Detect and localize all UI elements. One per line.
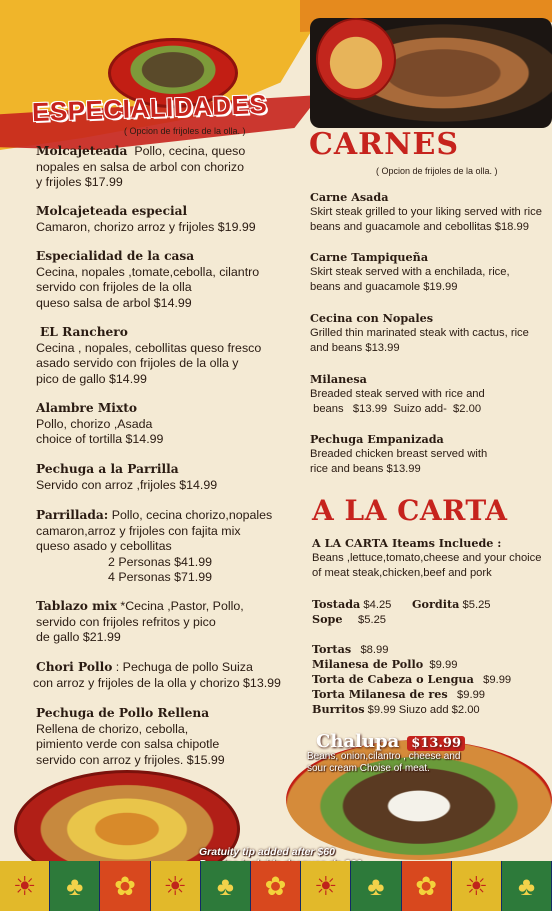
menu-item-especialidad-casa: Especialidad de la casa Cecina, nopales ,tomate,cebolla, cilantro servido con frijoles de la olla queso salsa de arbol $14.99 xyxy=(36,249,260,310)
a-la-carta-includes: A LA CARTA Iteams Incluede : Beans ,lettuce,tomato,cheese and your choice of meat steak,chicken,beef and pork xyxy=(312,536,542,579)
cactus-tile-icon: ♣ xyxy=(50,861,100,911)
carnes-note: ( Opcion de frijoles de la olla. ) xyxy=(376,166,498,176)
menu-item-tortas: Tortas $8.99 xyxy=(312,642,389,656)
cactus-tile-icon: ♣ xyxy=(351,861,401,911)
menu-item-sope: Sope $5.25 xyxy=(312,612,387,626)
chalupa-price: $13.99 xyxy=(407,736,465,751)
flower-tile-icon: ✿ xyxy=(251,861,301,911)
flower-tile-icon: ✿ xyxy=(402,861,452,911)
cactus-tile-icon: ♣ xyxy=(201,861,251,911)
especialidades-note: ( Opcion de frijoles de la olla. ) xyxy=(124,126,246,136)
gratuity-note: Gratuity tip added after $60 xyxy=(199,846,335,858)
a-la-carta-heading: A LA CARTA xyxy=(312,494,508,527)
menu-item-molcajeteada-especial: Molcajeteada especial Camaron, chorizo arroz y frijoles $19.99 xyxy=(36,204,256,234)
chalupa-title xyxy=(316,731,465,752)
menu-item-pechuga-parrilla: Pechuga a la Parrilla Servido con arroz ,frijoles $14.99 xyxy=(36,462,218,492)
menu-item-molcajeteada: Molcajeteada Pollo, cecina, queso nopales en salsa de arbol con chorizo y frijoles $17.99 xyxy=(36,144,246,189)
menu-item-tostada: Tostada $4.25 xyxy=(312,597,392,611)
menu-item-pechuga-empanizada: Pechuga Empanizada Breaded chicken breast served with rice and beans $13.99 xyxy=(310,432,488,475)
menu-item-torta-milanesa: Torta Milanesa de res $9.99 xyxy=(312,687,486,701)
especialidades-heading: ESPECIALIDADES xyxy=(31,88,268,128)
menu-item-chori-pollo: Chori Pollo : Pechuga de pollo Suiza con arroz y frijoles de la olla y chorizo $13.99 xyxy=(33,660,281,690)
sun-tile-icon: ☀ xyxy=(0,861,50,911)
cactus-tile-icon: ♣ xyxy=(502,861,552,911)
menu-item-el-ranchero: EL Ranchero Cecina , nopales, cebollitas queso fresco asado servido con frijoles de la olla y pico de gallo $14.99 xyxy=(36,325,262,386)
menu-item-milanesa-pollo: Milanesa de Pollo $9.99 xyxy=(312,657,458,671)
sun-tile-icon: ☀ xyxy=(452,861,502,911)
rice-bowl-image xyxy=(316,18,396,100)
menu-item-torta-cabeza: Torta de Cabeza o Lengua $9.99 xyxy=(312,672,512,686)
menu-item-milanesa: Milanesa Breaded steak served with rice and beans $13.99 Suizo add- $2.00 xyxy=(310,372,485,415)
menu-item-cecina-nopales: Cecina con Nopales Grilled thin marinated steak with cactus, rice and beans $13.99 xyxy=(310,311,529,354)
flower-tile-icon: ✿ xyxy=(100,861,150,911)
menu-item-pechuga-rellena: Pechuga de Pollo Rellena Rellena de chorizo, cebolla, pimiento verde con salsa chipotle servido con arroz y frijoles. $15.99 xyxy=(36,706,225,767)
tile-border-strip xyxy=(0,861,552,911)
carnes-heading: CARNES xyxy=(309,127,460,162)
menu-item-burritos: Burritos $9.99 Siuzo add $2.00 xyxy=(312,702,480,716)
chalupa-description: Beans, onion,cilantro , cheese and sour cream Choise of meat. xyxy=(307,751,461,774)
sun-tile-icon: ☀ xyxy=(301,861,351,911)
menu-item-parrillada: Parrillada: Pollo, cecina chorizo,nopales camaron,arroz y frijoles con fajita mix queso asado y cebollitas 2 Personas $41.99 4 Personas $71.99 xyxy=(36,508,273,584)
menu-item-alambre-mixto: Alambre Mixto Pollo, chorizo ,Asada choice of tortilla $14.99 xyxy=(36,401,164,446)
chalupa-name: Chalupa xyxy=(316,731,400,752)
menu-item-carne-asada: Carne Asada Skirt steak grilled to your liking served with rice beans and guacamole and cebollitas $18.99 xyxy=(310,190,542,233)
menu-item-gordita: Gordita $5.25 xyxy=(412,597,491,611)
sun-tile-icon: ☀ xyxy=(151,861,201,911)
menu-item-carne-tampiquena: Carne Tampiqueña Skirt steak served with a enchilada, rice, beans and guacamole $19.99 xyxy=(310,250,510,293)
menu-item-tablazo-mix: Tablazo mix *Cecina ,Pastor, Pollo, servido con frijoles refritos y pico de gallo $21.99 xyxy=(36,599,244,644)
